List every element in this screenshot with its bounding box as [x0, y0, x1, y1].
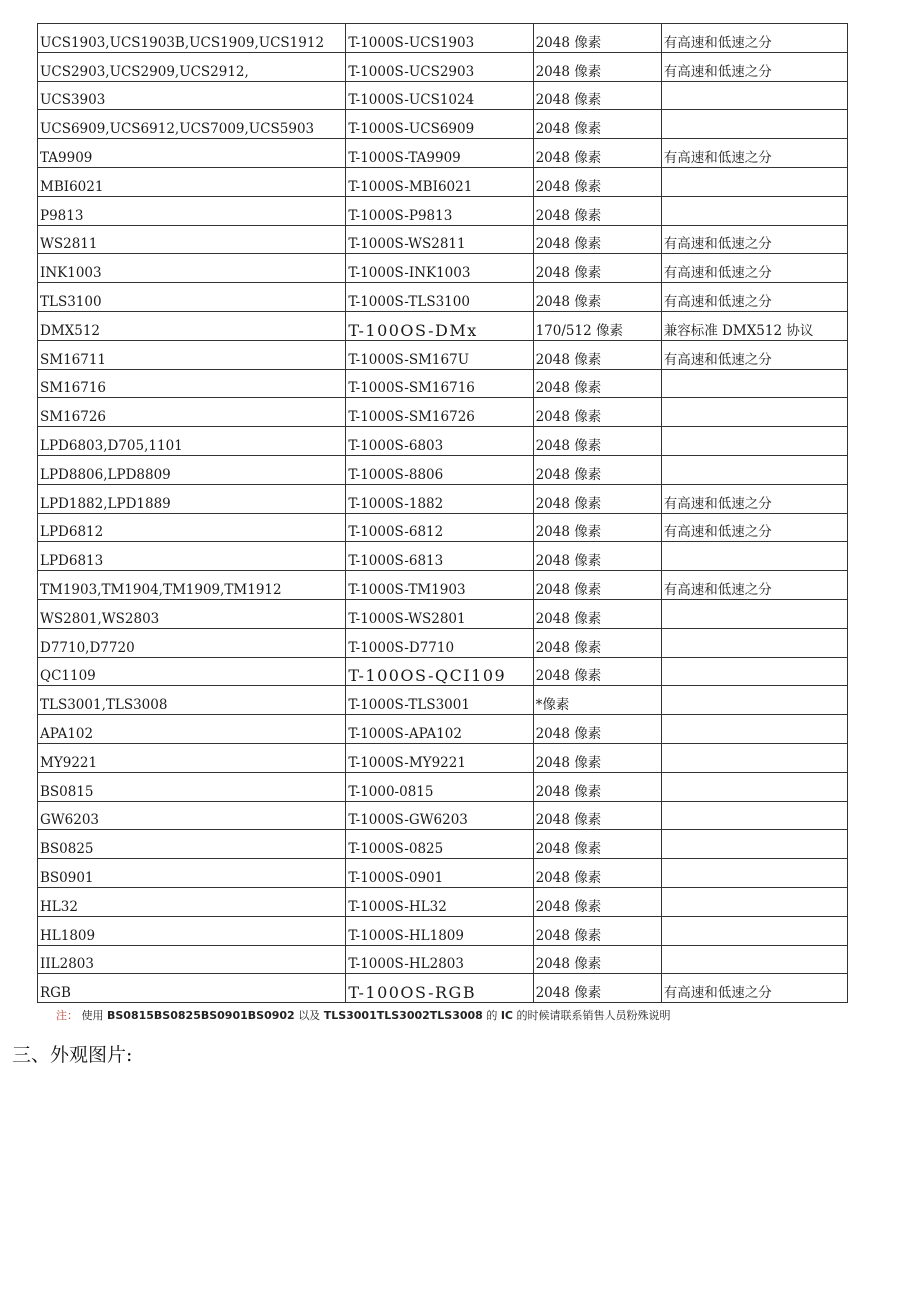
cell-pixel-count: 2048 像素 [533, 283, 661, 312]
cell-ic-model: LPD6813 [38, 542, 346, 571]
cell-controller-model: T-1000S-UCS1024 [346, 81, 533, 110]
cell-remark: 有高速和低速之分 [661, 24, 847, 53]
cell-pixel-count: 2048 像素 [533, 887, 661, 916]
cell-controller-model: T-1000S-MY9221 [346, 743, 533, 772]
cell-ic-model: UCS6909,UCS6912,UCS7009,UCS5903 [38, 110, 346, 139]
cell-controller-model: T-1000S-0825 [346, 830, 533, 859]
cell-remark [661, 81, 847, 110]
cell-remark: 有高速和低速之分 [661, 139, 847, 168]
cell-remark [661, 427, 847, 456]
cell-controller-model: T-1000S-HL32 [346, 887, 533, 916]
cell-ic-model: MY9221 [38, 743, 346, 772]
cell-remark: 有高速和低速之分 [661, 974, 847, 1003]
cell-pixel-count: 2048 像素 [533, 599, 661, 628]
cell-controller-model: T-1000S-SM167U [346, 340, 533, 369]
table-row [38, 24, 848, 53]
cell-controller-model: T-100OS-QCI109 [346, 657, 533, 686]
cell-controller-model: T-100OS-RGB [346, 974, 533, 1003]
table-row [38, 369, 848, 398]
cell-remark: 有高速和低速之分 [661, 283, 847, 312]
cell-controller-model: T-1000S-1882 [346, 484, 533, 513]
cell-pixel-count: 2048 像素 [533, 859, 661, 888]
cell-pixel-count: 2048 像素 [533, 974, 661, 1003]
cell-pixel-count: 2048 像素 [533, 628, 661, 657]
cell-remark [661, 542, 847, 571]
table-row [38, 571, 848, 600]
cell-controller-model: T-1000S-SM16726 [346, 398, 533, 427]
table-row [38, 628, 848, 657]
cell-ic-model: UCS1903,UCS1903B,UCS1909,UCS1912 [38, 24, 346, 53]
cell-controller-model: T-1000-0815 [346, 772, 533, 801]
cell-ic-model: IIL2803 [38, 945, 346, 974]
cell-remark [661, 628, 847, 657]
table-row [38, 830, 848, 859]
cell-controller-model: T-1000S-TLS3001 [346, 686, 533, 715]
cell-pixel-count: 2048 像素 [533, 225, 661, 254]
table-row [38, 945, 848, 974]
cell-pixel-count: 2048 像素 [533, 542, 661, 571]
cell-pixel-count: 2048 像素 [533, 743, 661, 772]
cell-pixel-count: 2048 像素 [533, 830, 661, 859]
table-row [38, 196, 848, 225]
note-middle2: 的 [486, 1009, 498, 1022]
cell-remark [661, 945, 847, 974]
ic-table-body [38, 24, 848, 1003]
note-prefix: 使用 [81, 1009, 104, 1022]
cell-remark [661, 887, 847, 916]
table-row [38, 974, 848, 1003]
cell-ic-model: BS0901 [38, 859, 346, 888]
cell-controller-model: T-1000S-6803 [346, 427, 533, 456]
cell-controller-model: T-1000S-P9813 [346, 196, 533, 225]
table-row [38, 772, 848, 801]
cell-controller-model: T-1000S-UCS2903 [346, 52, 533, 81]
table-row [38, 513, 848, 542]
cell-pixel-count: 2048 像素 [533, 167, 661, 196]
cell-ic-model: LPD8806,LPD8809 [38, 455, 346, 484]
cell-remark [661, 830, 847, 859]
table-row [38, 110, 848, 139]
cell-ic-model: LPD6812 [38, 513, 346, 542]
cell-remark [661, 196, 847, 225]
cell-controller-model: T-1000S-UCS1903 [346, 24, 533, 53]
table-row [38, 657, 848, 686]
cell-remark [661, 369, 847, 398]
cell-ic-model: MBI6021 [38, 167, 346, 196]
cell-controller-model: T-1000S-TLS3100 [346, 283, 533, 312]
cell-remark: 兼容标准 DMX512 协议 [661, 311, 847, 340]
cell-pixel-count: 170/512 像素 [533, 311, 661, 340]
cell-remark [661, 167, 847, 196]
cell-ic-model: WS2801,WS2803 [38, 599, 346, 628]
table-row [38, 139, 848, 168]
cell-ic-model: LPD1882,LPD1889 [38, 484, 346, 513]
cell-ic-model: WS2811 [38, 225, 346, 254]
table-row [38, 340, 848, 369]
cell-pixel-count: 2048 像素 [533, 455, 661, 484]
cell-ic-model: TLS3100 [38, 283, 346, 312]
cell-ic-model: TM1903,TM1904,TM1909,TM1912 [38, 571, 346, 600]
cell-pixel-count: 2048 像素 [533, 427, 661, 456]
cell-remark [661, 801, 847, 830]
table-row [38, 599, 848, 628]
cell-ic-model: DMX512 [38, 311, 346, 340]
cell-ic-model: P9813 [38, 196, 346, 225]
cell-controller-model: T-1000S-APA102 [346, 715, 533, 744]
cell-pixel-count: 2048 像素 [533, 196, 661, 225]
cell-ic-model: RGB [38, 974, 346, 1003]
table-row [38, 916, 848, 945]
usage-note [56, 1007, 671, 1023]
cell-controller-model: T-100OS-DMx [346, 311, 533, 340]
cell-pixel-count: 2048 像素 [533, 24, 661, 53]
cell-pixel-count: *像素 [533, 686, 661, 715]
table-row [38, 398, 848, 427]
cell-pixel-count: 2048 像素 [533, 369, 661, 398]
cell-remark [661, 657, 847, 686]
cell-remark [661, 859, 847, 888]
cell-remark [661, 772, 847, 801]
cell-controller-model: T-1000S-HL2803 [346, 945, 533, 974]
cell-controller-model: T-1000S-8806 [346, 455, 533, 484]
cell-controller-model: T-1000S-GW6203 [346, 801, 533, 830]
table-row [38, 743, 848, 772]
ic-compatibility-table [37, 23, 848, 1003]
cell-ic-model: TA9909 [38, 139, 346, 168]
cell-controller-model: T-1000S-0901 [346, 859, 533, 888]
cell-ic-model: SM16726 [38, 398, 346, 427]
note-ic-list-1: BS0815BS0825BS0901BS0902 [107, 1009, 295, 1022]
cell-pixel-count: 2048 像素 [533, 52, 661, 81]
cell-remark: 有高速和低速之分 [661, 225, 847, 254]
cell-pixel-count: 2048 像素 [533, 945, 661, 974]
cell-remark: 有高速和低速之分 [661, 52, 847, 81]
cell-remark: 有高速和低速之分 [661, 513, 847, 542]
cell-remark: 有高速和低速之分 [661, 254, 847, 283]
cell-remark [661, 599, 847, 628]
cell-pixel-count: 2048 像素 [533, 398, 661, 427]
cell-remark [661, 398, 847, 427]
cell-remark: 有高速和低速之分 [661, 484, 847, 513]
cell-pixel-count: 2048 像素 [533, 513, 661, 542]
cell-pixel-count: 2048 像素 [533, 81, 661, 110]
cell-remark [661, 686, 847, 715]
cell-ic-model: APA102 [38, 715, 346, 744]
cell-pixel-count: 2048 像素 [533, 484, 661, 513]
cell-controller-model: T-1000S-6812 [346, 513, 533, 542]
cell-pixel-count: 2048 像素 [533, 916, 661, 945]
cell-pixel-count: 2048 像素 [533, 139, 661, 168]
table-row [38, 686, 848, 715]
cell-ic-model: UCS2903,UCS2909,UCS2912, [38, 52, 346, 81]
cell-ic-model: UCS3903 [38, 81, 346, 110]
cell-ic-model: LPD6803,D705,1101 [38, 427, 346, 456]
table-row [38, 311, 848, 340]
cell-ic-model: D7710,D7720 [38, 628, 346, 657]
cell-pixel-count: 2048 像素 [533, 772, 661, 801]
cell-controller-model: T-1000S-MBI6021 [346, 167, 533, 196]
note-middle: 以及 [298, 1009, 321, 1022]
table-row [38, 283, 848, 312]
cell-pixel-count: 2048 像素 [533, 340, 661, 369]
cell-ic-model: BS0825 [38, 830, 346, 859]
section-heading-appearance: 三、外观图片: [12, 1044, 133, 1066]
table-row [38, 887, 848, 916]
table-row [38, 52, 848, 81]
table-row [38, 542, 848, 571]
cell-remark [661, 743, 847, 772]
cell-controller-model: T-1000S-HL1809 [346, 916, 533, 945]
table-row [38, 254, 848, 283]
table-row [38, 801, 848, 830]
cell-pixel-count: 2048 像素 [533, 254, 661, 283]
cell-ic-model: HL1809 [38, 916, 346, 945]
table-row [38, 455, 848, 484]
cell-controller-model: T-1000S-TM1903 [346, 571, 533, 600]
table-row [38, 427, 848, 456]
note-ic-list-2: TLS3001TLS3002TLS3008 [323, 1009, 483, 1022]
cell-ic-model: TLS3001,TLS3008 [38, 686, 346, 715]
note-ic: IC [500, 1009, 514, 1022]
cell-ic-model: QC1109 [38, 657, 346, 686]
cell-pixel-count: 2048 像素 [533, 715, 661, 744]
cell-ic-model: HL32 [38, 887, 346, 916]
cell-controller-model: T-1000S-WS2801 [346, 599, 533, 628]
cell-remark: 有高速和低速之分 [661, 340, 847, 369]
table-row [38, 859, 848, 888]
table-row [38, 167, 848, 196]
cell-remark [661, 110, 847, 139]
cell-remark [661, 715, 847, 744]
cell-controller-model: T-1000S-UCS6909 [346, 110, 533, 139]
note-label: 注： [56, 1009, 78, 1022]
cell-ic-model: GW6203 [38, 801, 346, 830]
cell-remark [661, 455, 847, 484]
cell-ic-model: BS0815 [38, 772, 346, 801]
cell-pixel-count: 2048 像素 [533, 801, 661, 830]
cell-ic-model: SM16716 [38, 369, 346, 398]
table-row [38, 225, 848, 254]
table-row [38, 484, 848, 513]
note-suffix: 的时候请联系销售人员粉殊说明 [516, 1009, 671, 1022]
cell-remark: 有高速和低速之分 [661, 571, 847, 600]
cell-controller-model: T-1000S-SM16716 [346, 369, 533, 398]
cell-controller-model: T-1000S-WS2811 [346, 225, 533, 254]
cell-ic-model: INK1003 [38, 254, 346, 283]
table-row [38, 81, 848, 110]
table-row [38, 715, 848, 744]
cell-pixel-count: 2048 像素 [533, 571, 661, 600]
cell-pixel-count: 2048 像素 [533, 110, 661, 139]
cell-controller-model: T-1000S-INK1003 [346, 254, 533, 283]
cell-controller-model: T-1000S-6813 [346, 542, 533, 571]
cell-controller-model: T-1000S-D7710 [346, 628, 533, 657]
cell-ic-model: SM16711 [38, 340, 346, 369]
cell-pixel-count: 2048 像素 [533, 657, 661, 686]
cell-remark [661, 916, 847, 945]
cell-controller-model: T-1000S-TA9909 [346, 139, 533, 168]
